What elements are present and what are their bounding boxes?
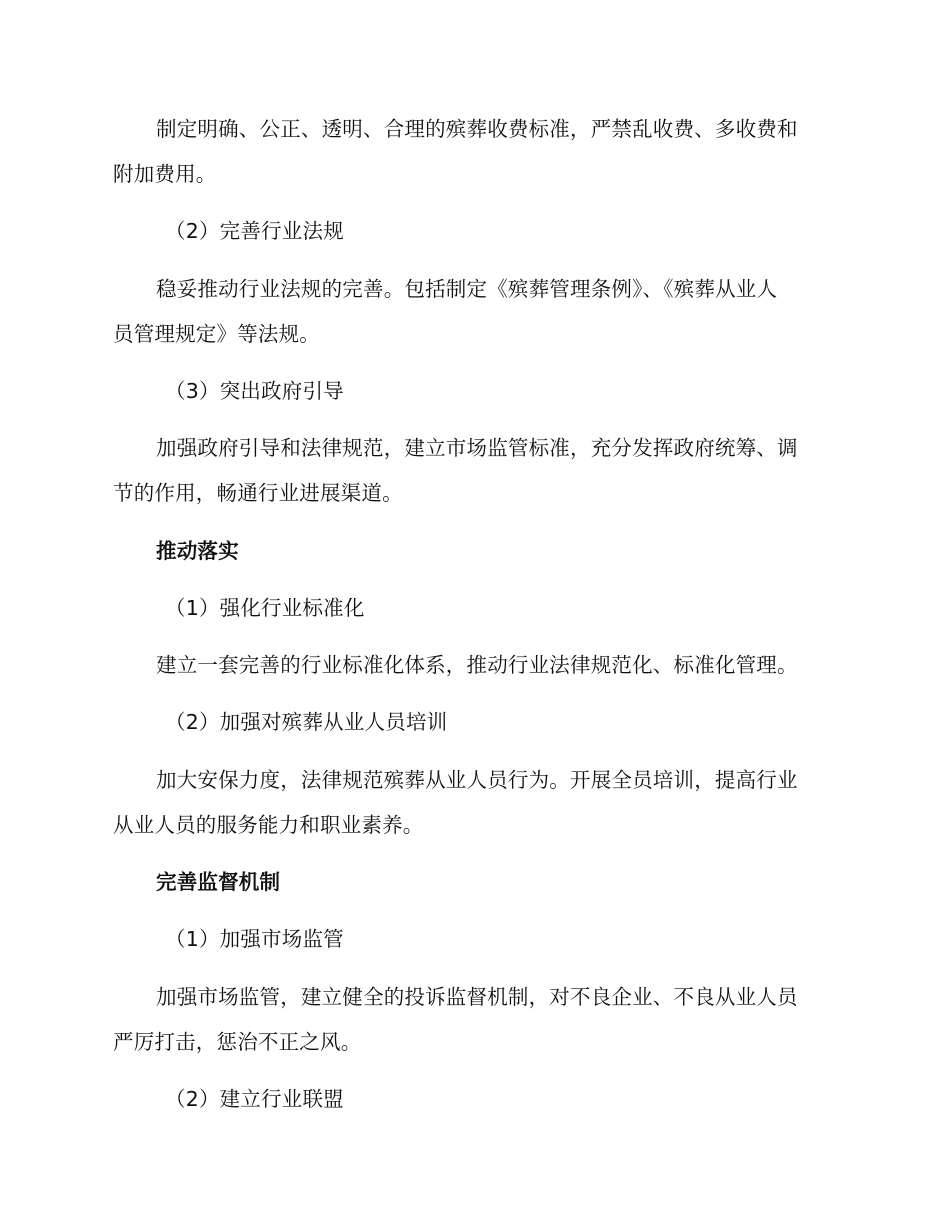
paragraph-supervision-line-2: 严厉打击，惩治不正之风。 bbox=[113, 1030, 362, 1054]
subheading-industry-alliance: （2）建立行业联盟 bbox=[165, 1087, 344, 1111]
paragraph-fee-standard-line-2: 附加费用。 bbox=[113, 162, 217, 186]
paragraph-guidance-line-1: 加强政府引导和法律规范，建立市场监管标准，充分发挥政府统筹、调 bbox=[156, 436, 798, 460]
paragraph-standardization: 建立一套完善的行业标准化体系，推动行业法律规范化、标准化管理。 bbox=[156, 653, 798, 677]
subheading-standardization: （1）强化行业标准化 bbox=[165, 596, 365, 620]
subheading-staff-training: （2）加强对殡葬从业人员培训 bbox=[165, 710, 448, 734]
subheading-improve-regulations: （2）完善行业法规 bbox=[165, 219, 344, 243]
paragraph-regulations-line-2: 员管理规定》等法规。 bbox=[113, 322, 320, 346]
paragraph-guidance-line-2: 节的作用，畅通行业进展渠道。 bbox=[113, 481, 403, 505]
paragraph-fee-standard-line-1: 制定明确、公正、透明、合理的殡葬收费标准，严禁乱收费、多收费和 bbox=[156, 117, 798, 141]
subheading-market-supervision: （1）加强市场监管 bbox=[165, 927, 344, 951]
section-heading-supervision: 完善监督机制 bbox=[156, 870, 281, 894]
subheading-government-guidance: （3）突出政府引导 bbox=[165, 379, 344, 403]
paragraph-training-line-1: 加大安保力度，法律规范殡葬从业人员行为。开展全员培训，提高行业 bbox=[156, 768, 798, 792]
paragraph-supervision-line-1: 加强市场监管，建立健全的投诉监督机制，对不良企业、不良从业人员 bbox=[156, 985, 798, 1009]
paragraph-training-line-2: 从业人员的服务能力和职业素养。 bbox=[113, 813, 424, 837]
paragraph-regulations-line-1: 稳妥推动行业法规的完善。包括制定《殡葬管理条例》、《殡葬从业人 bbox=[156, 277, 778, 301]
section-heading-implementation: 推动落实 bbox=[156, 539, 239, 563]
